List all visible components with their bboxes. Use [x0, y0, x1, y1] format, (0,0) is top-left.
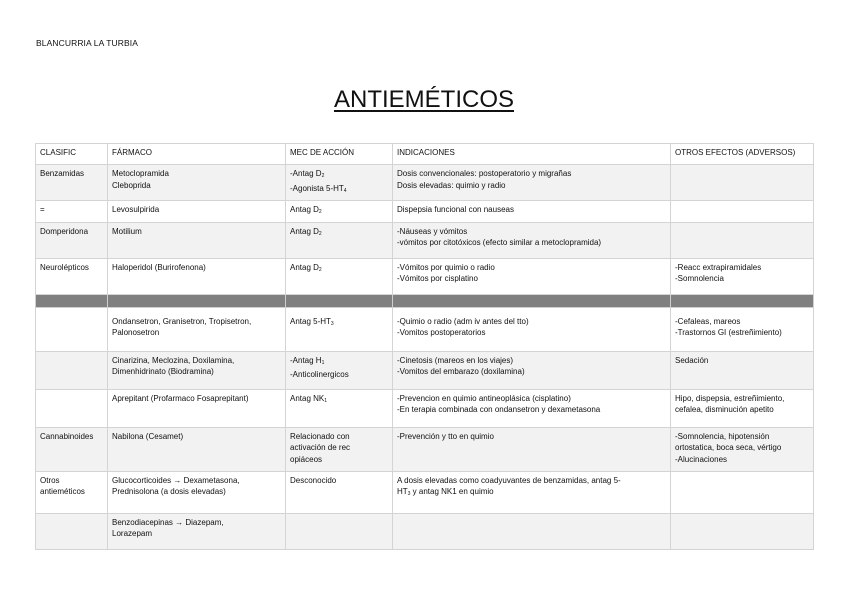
cell-farmaco	[108, 513, 286, 549]
cell-otros	[671, 258, 814, 294]
cell-farmaco	[108, 258, 286, 294]
clasific-text: Domperidona	[40, 226, 89, 236]
cell-clasific	[36, 222, 108, 258]
cell-indicaciones	[393, 222, 671, 258]
cell-indicaciones	[393, 258, 671, 294]
cell-indicaciones	[393, 513, 671, 549]
cell-otros-line: -Somnolencia, hipotensión	[675, 431, 770, 441]
cell-clasific	[36, 351, 108, 389]
cell-mec	[286, 471, 393, 513]
header-clasific: CLASIFIC	[36, 144, 108, 165]
cell-clasific	[36, 258, 108, 294]
table-row	[36, 389, 814, 427]
cell-farmaco	[108, 471, 286, 513]
cell-mec-line: -Agonista $5-HT_4$	[290, 183, 347, 194]
cell-otros	[671, 427, 814, 471]
cell-otros-line: -Trastornos GI (estreñimiento)	[675, 328, 782, 337]
header-farmaco: FÁRMACO	[108, 144, 286, 165]
header-indicaciones: INDICACIONES	[393, 144, 671, 165]
cell-farmaco-line: Ondansetron, Granisetron, Tropisetron,	[112, 316, 252, 326]
cell-clasific	[36, 427, 108, 471]
cell-indicaciones	[393, 165, 671, 201]
cell-farmaco-line: Palonosetron	[112, 328, 160, 337]
cell-indicaciones	[393, 307, 671, 351]
cell-clasific	[36, 471, 108, 513]
cell-clasific	[36, 389, 108, 427]
cell-mec-line: Desconocido	[290, 475, 337, 485]
cell-farmaco	[108, 351, 286, 389]
cell-indicaciones-line: $HT_3$ y antag NK1 en quimio	[397, 487, 494, 497]
table-row	[36, 351, 814, 389]
cell-indicaciones-line: -Vómitos por cisplatino	[397, 274, 478, 283]
cell-mec-line: Antag $5-HT_3$	[290, 316, 334, 327]
cell-farmaco-line: Metoclopramida	[112, 169, 169, 178]
cell-clasific	[36, 201, 108, 223]
cell-farmaco-line: Glucocorticoides → Dexametasona,	[112, 475, 240, 485]
cell-indicaciones-line: A dosis elevadas como coadyuvantes de benzamidas, antag 5-	[397, 475, 621, 485]
separator-cell	[108, 294, 286, 307]
clasific-text: Cannabinoides	[40, 431, 94, 441]
table-row	[36, 307, 814, 351]
cell-otros	[671, 165, 814, 201]
cell-mec	[286, 513, 393, 549]
cell-farmaco-line: Haloperidol (Burirofenona)	[112, 262, 206, 272]
cell-indicaciones	[393, 351, 671, 389]
page-title: ANTIEMÉTICOS	[333, 86, 514, 113]
cell-farmaco-line: Nabilona (Cesamet)	[112, 431, 184, 441]
cell-farmaco	[108, 427, 286, 471]
cell-clasific	[36, 307, 108, 351]
cell-clasific	[36, 165, 108, 201]
cell-otros-line: -Cefaleas, mareos	[675, 316, 741, 326]
cell-mec	[286, 351, 393, 389]
cell-farmaco-line: Benzodiacepinas → Diazepam,	[112, 517, 224, 527]
separator-cell	[671, 294, 814, 307]
cell-otros	[671, 513, 814, 549]
cell-indicaciones	[393, 427, 671, 471]
cell-indicaciones	[393, 201, 671, 223]
clasific-text: Benzamidas	[40, 169, 85, 178]
cell-otros	[671, 351, 814, 389]
cell-farmaco-line: Motilium	[112, 226, 142, 236]
table-row	[36, 427, 814, 471]
cell-indicaciones-line: -En terapia combinada con ondansetron y dexametasona	[397, 405, 601, 414]
cell-indicaciones-line: -Quimio o radio (adm iv antes del tto)	[397, 316, 529, 326]
cell-mec-line: Antag $D_2$	[290, 205, 322, 215]
cell-mec-line: -Antag $H_1$	[290, 355, 325, 366]
cell-indicaciones-line: -Prevencion en quimio antineoplásica (cisplatino)	[397, 393, 571, 403]
cell-otros-line: ortostatica, boca seca, vértigo	[675, 443, 782, 452]
clasific-text: Neurolépticos	[40, 262, 89, 272]
cell-farmaco-line: Cleboprida	[112, 180, 151, 190]
cell-otros	[671, 471, 814, 513]
cell-farmaco	[108, 307, 286, 351]
cell-indicaciones-line: -Vómitos por quimio o radio	[397, 262, 495, 272]
cell-mec-line: activación de rec	[290, 443, 351, 452]
cell-clasific	[36, 513, 108, 549]
header-mec: MEC DE ACCIÓN	[286, 144, 393, 165]
cell-indicaciones-line: -Náuseas y vómitos	[397, 226, 468, 236]
cell-indicaciones-line: -Prevención y tto en quimio	[397, 431, 494, 441]
cell-farmaco	[108, 165, 286, 201]
cell-mec	[286, 201, 393, 223]
cell-farmaco-line: Prednisolona (a dosis elevadas)	[112, 487, 226, 496]
cell-mec-line: Antag $NK_1$	[290, 393, 328, 404]
clasific-text: =	[40, 205, 45, 214]
table-row	[36, 165, 814, 201]
separator-cell	[286, 294, 393, 307]
cell-farmaco	[108, 389, 286, 427]
cell-mec-line: -Antag $D_2$	[290, 169, 325, 179]
cell-farmaco-line: Levosulpirida	[112, 205, 160, 214]
cell-otros-line: -Alucinaciones	[675, 454, 728, 464]
cell-mec	[286, 307, 393, 351]
cell-farmaco	[108, 201, 286, 223]
separator-cell	[393, 294, 671, 307]
cell-indicaciones-line: Dosis elevadas: quimio y radio	[397, 180, 506, 190]
cell-otros	[671, 201, 814, 223]
cell-indicaciones	[393, 471, 671, 513]
cell-mec-line: opiáceos	[290, 454, 323, 464]
table-row	[36, 471, 814, 513]
cell-indicaciones	[393, 389, 671, 427]
header-otros: OTROS EFECTOS (ADVERSOS)	[671, 144, 814, 165]
cell-farmaco-line: Dimenhidrinato (Biodramina)	[112, 367, 214, 376]
cell-indicaciones-line: Dosis convencionales: postoperatorio y migrañas	[397, 169, 572, 178]
cell-farmaco-line: Lorazepam	[112, 529, 153, 538]
table-row	[36, 201, 814, 223]
cell-otros-line: cefalea, disminución apetito	[675, 405, 774, 414]
author-header: BLANCURRIA LA TURBIA	[36, 38, 138, 48]
separator-row	[36, 294, 814, 307]
cell-indicaciones-line: -Cinetosis (mareos en los viajes)	[397, 355, 514, 365]
cell-mec	[286, 427, 393, 471]
clasific-text: Otros antieméticos	[40, 475, 85, 496]
cell-otros-line: -Reacc extrapiramidales	[675, 262, 762, 272]
cell-otros-line: Hipo, dispepsia, estreñimiento,	[675, 393, 785, 403]
cell-otros-line: Sedación	[675, 355, 709, 365]
cell-farmaco	[108, 222, 286, 258]
table-row	[36, 222, 814, 258]
cell-otros	[671, 389, 814, 427]
cell-mec	[286, 165, 393, 201]
separator-cell	[36, 294, 108, 307]
cell-indicaciones-line: -vómitos por citotóxicos (efecto similar a metoclopramida)	[397, 238, 602, 247]
cell-mec-line: Antag $D_2$	[290, 262, 322, 273]
cell-farmaco-line: Aprepitant (Profarmaco Fosaprepitant)	[112, 393, 249, 403]
cell-mec-line: Relacionado con	[290, 431, 350, 441]
cell-indicaciones-line: -Vomitos postoperatorios	[397, 328, 486, 337]
cell-farmaco-line: Cinarizina, Meclozina, Doxilamina,	[112, 355, 235, 365]
cell-mec-line: -Anticolinergicos	[290, 370, 349, 379]
cell-mec	[286, 258, 393, 294]
antiemetics-table	[35, 143, 814, 550]
cell-indicaciones-line: Dispepsia funcional con nauseas	[397, 205, 514, 214]
cell-indicaciones-line: -Vomitos del embarazo (doxilamina)	[397, 367, 525, 376]
cell-mec	[286, 389, 393, 427]
table-row	[36, 513, 814, 549]
cell-mec	[286, 222, 393, 258]
cell-otros	[671, 307, 814, 351]
cell-otros-line: -Somnolencia	[675, 274, 724, 283]
cell-mec-line: Antag $D_2$	[290, 226, 322, 237]
table-row	[36, 258, 814, 294]
table-header-row	[36, 144, 814, 165]
cell-otros	[671, 222, 814, 258]
